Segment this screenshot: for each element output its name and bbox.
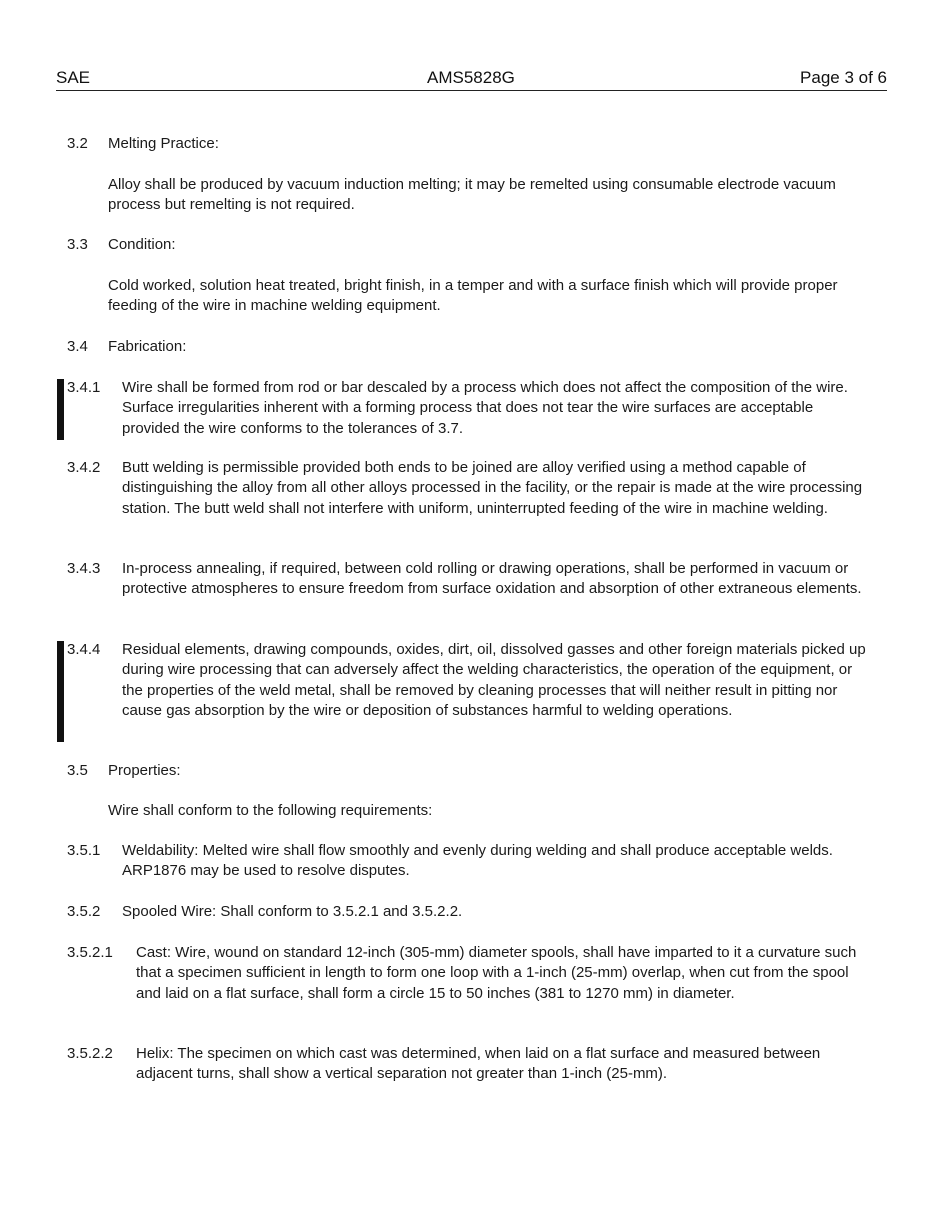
section-number: 3.5.2: [67, 903, 101, 920]
section-body: Wire shall conform to the following requirements:: [108, 802, 433, 819]
section-text: Wire shall be formed from rod or bar descaled by a process which does not affect the composition of the wire. Surface irregularities inherent with a forming process that does not tear the wire surfaces are acceptable provided the wire conforms to the tolerances of 3.7.: [122, 379, 848, 437]
section-number: 3.3: [67, 236, 88, 253]
section-text: Weldability: Melted wire shall flow smoothly and evenly during welding and shall produce acceptable welds. ARP1876 may be used to resolve disputes.: [122, 842, 833, 880]
revision-change-bar: [57, 641, 64, 742]
section-text: Spooled Wire: Shall conform to 3.5.2.1 and 3.5.2.2.: [122, 903, 463, 920]
header-doc-number: AMS5828G: [427, 68, 515, 87]
header-page-number: Page 3 of 6: [800, 68, 887, 87]
section-title: Melting Practice:: [108, 135, 219, 152]
section-number: 3.5.2.2: [67, 1045, 113, 1062]
section-title: Condition:: [108, 236, 176, 253]
section-number: 3.4.3: [67, 560, 101, 577]
section-number: 3.4.1: [67, 379, 101, 396]
section-text: Cast: Wire, wound on standard 12-inch (305-mm) diameter spools, shall have imparted to it a curvature such that a specimen sufficient in length to form one loop with a 1-inch (25-mm) overlap, when cut from the spool and laid on a flat surface, shall form a circle 15 to 50 inches (381 to 1270 mm) in diameter.: [136, 944, 857, 1002]
section-title: Properties:: [108, 762, 181, 779]
section-number: 3.4: [67, 338, 88, 355]
section-text: Residual elements, drawing compounds, oxides, dirt, oil, dissolved gasses and other foreign materials picked up during wire processing that can adversely affect the welding characteristics, the operation of the equipment, or the properties of the weld metal, shall be removed by cleaning processes that will neither result in pitting nor cause gas absorption by the wire or deposition of substances harmful to welding operations.: [122, 641, 866, 719]
section-text: Butt welding is permissible provided both ends to be joined are alloy verified using a method capable of distinguishing the alloy from all other alloys processed in the facility, or the repair is made at the wire processing station. The butt weld shall not interfere with uniform, uninterrupted feeding of the wire in machine welding.: [122, 459, 863, 517]
header-org: SAE: [56, 68, 91, 87]
page-header: [56, 68, 887, 91]
section-text: In-process annealing, if required, between cold rolling or drawing operations, shall be performed in vacuum or protective atmospheres to ensure freedom from surface oxidation and absorption of other extraneous elements.: [122, 560, 862, 598]
section-number: 3.5.2.1: [67, 944, 113, 961]
section-text: Helix: The specimen on which cast was determined, when laid on a flat surface and measured between adjacent turns, shall show a vertical separation not greater than 1-inch (25-mm).: [136, 1045, 821, 1083]
section-number: 3.5.1: [67, 842, 101, 859]
section-body: Alloy shall be produced by vacuum induction melting; it may be remelted using consumable electrode vacuum process but remelting is not required.: [108, 176, 836, 214]
section-number: 3.5: [67, 762, 88, 779]
revision-change-bar: [57, 379, 64, 440]
section-body: Cold worked, solution heat treated, bright finish, in a temper and with a surface finish which will provide proper feeding of the wire in machine welding equipment.: [108, 277, 838, 315]
section-number: 3.4.4: [67, 641, 101, 658]
section-number: 3.4.2: [67, 459, 101, 476]
section-title: Fabrication:: [108, 338, 187, 355]
section-number: 3.2: [67, 135, 88, 152]
